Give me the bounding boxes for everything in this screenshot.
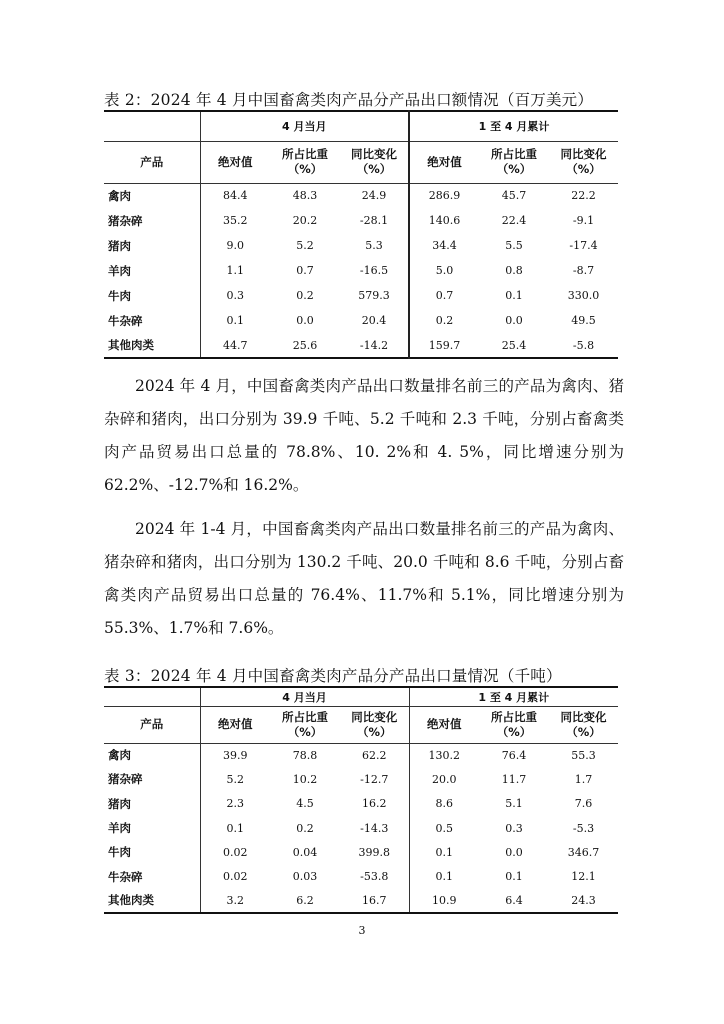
product-name-cell: 牛杂碎 [108, 869, 143, 884]
value-cell: 579.3 [358, 289, 390, 302]
value-cell: -53.8 [360, 870, 389, 884]
value-cell: 0.2 [296, 289, 314, 302]
value-cell: -12.7 [360, 772, 389, 786]
value-cell: -16.5 [359, 264, 389, 277]
product-name-cell: 牛肉 [108, 845, 131, 860]
paragraph-april: 2024 年 4 月，中国畜禽类肉产品出口数量排名前三的产品为禽肉、猪杂碎和猪肉，出口分别为 39.9 千吨、5.2 千吨和 2.3 千吨，分别占畜禽类肉产品贸易出口总量的 78.8%、10. 2%和 4. 5%，同比增速分别为 62.2%、-12.7%和 16.2%。 [104, 377, 624, 494]
table3-header-absolute-ytd: 绝对值 [409, 706, 479, 743]
value-cell: 39.9 [200, 743, 270, 767]
table-row [104, 792, 618, 816]
value-cell: 5.1 [505, 797, 523, 811]
value-cell: 24.3 [571, 893, 596, 907]
product-name-cell: 猪肉 [108, 238, 131, 253]
value-cell: 159.7 [409, 333, 479, 358]
value-cell: -9.1 [572, 214, 595, 227]
value-cell: 0.3 [200, 283, 270, 308]
table2-group-ytd: 1 至 4 月累计 [409, 111, 618, 141]
value-cell: -5.3 [572, 821, 595, 835]
table3-header-share: 所占比重 （%） [282, 709, 328, 739]
value-cell: 24.9 [361, 189, 387, 203]
product-name-cell: 羊肉 [108, 821, 131, 836]
value-cell: -14.2 [359, 338, 389, 352]
value-cell: 76.4 [501, 748, 527, 762]
value-cell: 0.1 [409, 840, 479, 864]
value-cell: 44.7 [200, 333, 270, 358]
value-cell: 35.2 [200, 208, 270, 233]
table-row [104, 840, 618, 864]
table-row [104, 889, 618, 913]
table3 [104, 686, 618, 914]
value-cell: 10.9 [409, 889, 479, 913]
value-cell: 286.9 [409, 183, 479, 208]
value-cell: 25.6 [292, 338, 318, 352]
table3-header-absolute: 绝对值 [200, 706, 270, 743]
table-row [104, 283, 618, 308]
value-cell: 0.1 [409, 864, 479, 888]
value-cell: 7.6 [574, 797, 593, 811]
value-cell: 12.1 [571, 870, 596, 884]
product-name-cell: 禽肉 [108, 188, 131, 203]
table3-header-yoy: 同比变化 （%） [351, 709, 398, 739]
value-cell: 20.0 [409, 767, 479, 791]
table2-header-share-ytd: 所占比重 （%） [491, 147, 537, 176]
value-cell: 3.2 [200, 889, 270, 913]
value-cell: 5.3 [365, 239, 383, 252]
value-cell: 1.7 [574, 772, 593, 786]
product-name-cell: 其他肉类 [108, 893, 154, 908]
table-row [104, 816, 618, 840]
value-cell: 0.2 [409, 308, 479, 333]
page-number: 3 [358, 924, 366, 937]
value-cell: 0.7 [409, 283, 479, 308]
table-row [104, 308, 618, 333]
value-cell: 0.03 [292, 870, 318, 884]
value-cell: 9.0 [200, 233, 270, 258]
value-cell: 0.0 [296, 314, 314, 327]
table2-header-absolute: 绝对值 [200, 141, 270, 183]
value-cell: 0.02 [200, 840, 270, 864]
value-cell: 5.0 [409, 258, 479, 283]
value-cell: -5.8 [572, 338, 595, 352]
table2-header-yoy: 同比变化 （%） [351, 147, 397, 176]
table3-header-product: 产品 [140, 717, 164, 731]
table3-group-ytd: 1 至 4 月累计 [409, 687, 618, 706]
value-cell: 16.7 [362, 893, 387, 907]
value-cell: 5.2 [200, 767, 270, 791]
table-row [104, 767, 618, 791]
value-cell: 48.3 [292, 189, 318, 203]
value-cell: 130.2 [409, 743, 479, 767]
value-cell: 10.2 [292, 772, 318, 786]
value-cell: 0.1 [200, 308, 270, 333]
table2-group-blank [104, 111, 200, 141]
product-name-cell: 牛杂碎 [108, 313, 143, 328]
value-cell: -28.1 [359, 214, 389, 227]
table3-header-share-ytd: 所占比重 （%） [491, 709, 538, 739]
value-cell: 20.4 [361, 314, 387, 327]
value-cell: 45.7 [501, 189, 527, 203]
value-cell: 0.8 [505, 264, 523, 277]
product-name-cell: 禽肉 [108, 748, 131, 763]
table2-group-month: 4 月当月 [200, 111, 409, 141]
value-cell: 8.6 [409, 792, 479, 816]
value-cell: 62.2 [362, 748, 387, 762]
value-cell: 140.6 [409, 208, 479, 233]
value-cell: 0.2 [296, 821, 314, 835]
paragraph-jan-apr: 2024 年 1-4 月，中国畜禽类肉产品出口数量排名前三的产品为禽肉、猪杂碎和猪肉，出口分别为 130.2 千吨、20.0 千吨和 8.6 千吨，分别占畜禽类肉产品贸易出口总量的 76.4%、11.7%和 5.1%，同比增速分别为 55.3%、1.7%和 7.6%。 [104, 520, 624, 637]
value-cell: 0.7 [296, 264, 314, 277]
value-cell: 6.2 [296, 893, 314, 907]
value-cell: 11.7 [501, 772, 527, 786]
value-cell: 25.4 [501, 338, 527, 352]
table3-group-blank [104, 687, 200, 706]
table-row [104, 208, 618, 233]
value-cell: -8.7 [572, 264, 595, 277]
value-cell: 20.2 [292, 214, 318, 227]
table-row [104, 864, 618, 888]
value-cell: 84.4 [200, 183, 270, 208]
value-cell: 22.4 [501, 214, 527, 227]
value-cell: 49.5 [571, 314, 596, 327]
value-cell: 0.1 [200, 816, 270, 840]
value-cell: 0.1 [505, 870, 523, 884]
value-cell: 5.2 [296, 239, 314, 252]
table-row [104, 233, 618, 258]
value-cell: 16.2 [362, 797, 387, 811]
value-cell: -17.4 [569, 239, 598, 252]
table-row [104, 258, 618, 283]
value-cell: 0.0 [505, 314, 523, 327]
value-cell: 346.7 [567, 845, 600, 859]
table2-header-yoy-ytd: 同比变化 （%） [560, 147, 607, 176]
product-name-cell: 猪杂碎 [108, 772, 143, 787]
table3-caption: 表 3：2024 年 4 月中国畜禽类肉产品分产品出口量情况（千吨） [104, 667, 562, 685]
product-name-cell: 猪肉 [108, 796, 131, 811]
value-cell: 55.3 [571, 748, 596, 762]
value-cell: 4.5 [296, 797, 314, 811]
table2 [104, 110, 618, 359]
table2-header-share: 所占比重 （%） [282, 147, 328, 176]
table-row [104, 743, 618, 767]
table3-group-month: 4 月当月 [200, 687, 409, 706]
product-name-cell: 猪杂碎 [108, 213, 143, 228]
value-cell: 6.4 [505, 893, 523, 907]
value-cell: 0.04 [292, 845, 318, 859]
table2-caption: 表 2：2024 年 4 月中国畜禽类肉产品分产品出口额情况（百万美元） [104, 91, 594, 109]
value-cell: 0.5 [409, 816, 479, 840]
value-cell: 0.3 [505, 821, 523, 835]
value-cell: 78.8 [292, 748, 318, 762]
value-cell: 0.02 [200, 864, 270, 888]
table2-header-product: 产品 [140, 154, 164, 169]
value-cell: 1.1 [200, 258, 270, 283]
value-cell: 22.2 [571, 189, 596, 203]
table-row [104, 183, 618, 208]
value-cell: -14.3 [360, 821, 389, 835]
table3-header-yoy-ytd: 同比变化 （%） [560, 709, 607, 739]
value-cell: 399.8 [358, 845, 390, 859]
value-cell: 5.5 [505, 239, 523, 252]
value-cell: 0.0 [505, 845, 523, 859]
table-row [104, 333, 618, 358]
value-cell: 330.0 [567, 289, 600, 302]
table2-header-absolute-ytd: 绝对值 [409, 141, 479, 183]
product-name-cell: 其他肉类 [108, 338, 154, 352]
value-cell: 34.4 [409, 233, 479, 258]
value-cell: 2.3 [200, 792, 270, 816]
product-name-cell: 牛肉 [108, 288, 131, 303]
product-name-cell: 羊肉 [108, 263, 131, 278]
value-cell: 0.1 [505, 289, 523, 302]
